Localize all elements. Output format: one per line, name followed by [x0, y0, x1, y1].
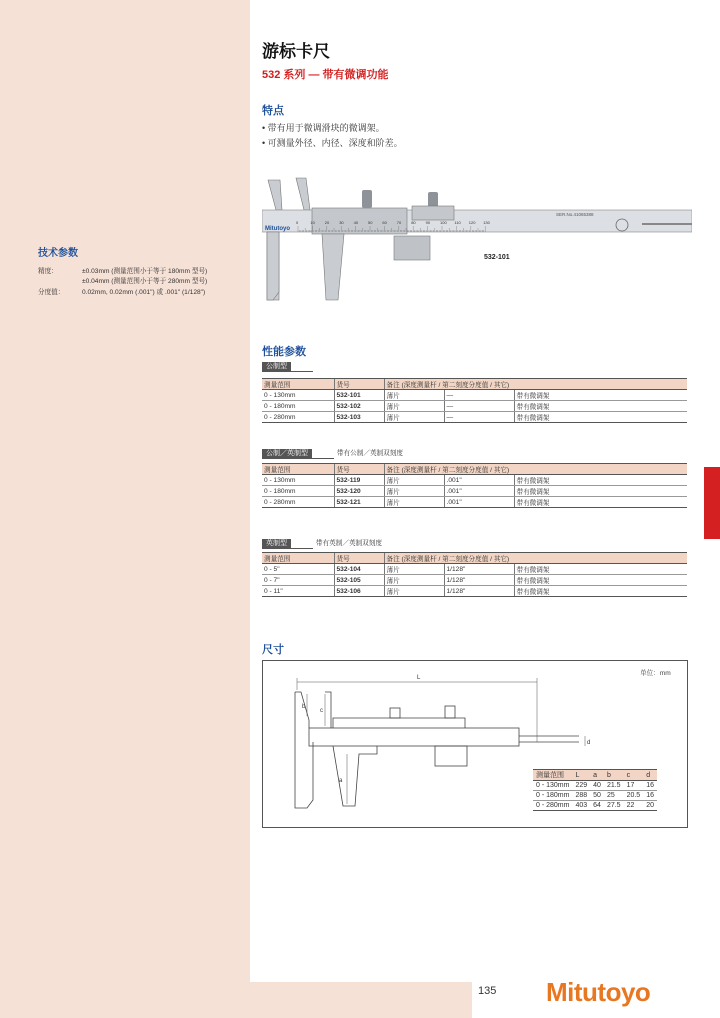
dim-label-a: a: [339, 778, 343, 784]
table-header: d: [643, 770, 657, 781]
table-header: 货号: [334, 464, 384, 475]
table-cell: 0 - 180mm: [262, 401, 334, 412]
table-cell: 薄片: [384, 475, 444, 486]
table-cell: 薄片: [384, 401, 444, 412]
table-header: a: [590, 770, 604, 781]
table-tag-metric: [262, 362, 313, 372]
table-cell: 20: [643, 801, 657, 811]
table-row: [262, 486, 687, 497]
table-tag-note: 带有英制／英制双刻度: [316, 540, 382, 547]
table-cell: 薄片: [384, 497, 444, 508]
spec-row-accuracy-1: [38, 265, 207, 275]
table-cell: 0 - 130mm: [533, 781, 572, 791]
caliper-brand-text: Mitutoyo: [265, 226, 290, 232]
table-cell: 薄片: [384, 575, 444, 586]
spec-value: ±0.04mm (测量范围小于等于 280mm 型号): [82, 278, 208, 285]
model-label: 532-101: [484, 254, 510, 261]
caliper-serial-text: SER.No.41065388: [556, 212, 594, 217]
scale-number: 60: [382, 220, 387, 225]
table-cell: 27.5: [604, 801, 624, 811]
table-row: [262, 401, 687, 412]
dim-label-d: d: [587, 740, 591, 746]
table-cell: 22: [624, 801, 644, 811]
page-subtitle: 532 系列 — 带有微调功能: [262, 69, 389, 81]
scale-number: 20: [324, 220, 330, 225]
tag-divider: [291, 548, 313, 549]
scale-number: 40: [353, 220, 359, 225]
dim-label-b: b: [302, 704, 306, 710]
scale-number: 90: [425, 220, 431, 225]
scale-number: 0: [296, 220, 299, 225]
table-cell: —: [444, 390, 514, 401]
table-cell: 薄片: [384, 412, 444, 423]
table-cell: 0 - 180mm: [533, 791, 572, 801]
table-row: [533, 781, 657, 791]
table-header-row: [262, 379, 687, 390]
table-cell: 532-121: [334, 497, 384, 508]
scale-number: 50: [368, 220, 373, 225]
table-cell: 0 - 11": [262, 586, 334, 597]
table-cell: 532-119: [334, 475, 384, 486]
table-tag-inch: [262, 539, 382, 549]
table-cell: 带有微调架: [514, 475, 687, 486]
spec-key: 分度值：: [38, 289, 65, 296]
table-cell: 带有微调架: [514, 497, 687, 508]
feature-item: • 可测量外径、内径、深度和阶差。: [262, 138, 403, 148]
scale-number: 100: [440, 220, 447, 225]
table-header: 备注 (深度测量杆 / 第二刻度分度值 / 其它): [384, 379, 687, 390]
table-cell: 532-105: [334, 575, 384, 586]
scale-number: 10: [310, 220, 315, 225]
features-title: 特点: [262, 105, 284, 117]
table-row: [262, 475, 687, 486]
table-row: [262, 497, 687, 508]
scale-number: 130: [483, 220, 490, 225]
table-cell: 25: [604, 791, 624, 801]
table-row: [262, 564, 687, 575]
dimensions-title: 尺寸: [262, 644, 284, 656]
table-header: 测量范围: [533, 770, 572, 781]
table-cell: 50: [590, 791, 604, 801]
table-header: L: [572, 770, 590, 781]
table-cell: 403: [572, 801, 590, 811]
spec-table-metric-inch: [262, 463, 687, 508]
scale-number: 30: [339, 220, 344, 225]
table-cell: 17: [624, 781, 644, 791]
scale-number: 70: [396, 220, 402, 225]
dim-label-L: L: [417, 675, 421, 681]
spec-value: 0.02mm, 0.02mm (.001") 或 .001" (1/128"): [82, 289, 206, 296]
table-cell: 0 - 130mm: [262, 475, 334, 486]
table-cell: 1/128": [444, 564, 514, 575]
scale-number: 120: [468, 220, 476, 225]
table-cell: 薄片: [384, 390, 444, 401]
table-cell: 0 - 7": [262, 575, 334, 586]
table-cell: 64: [590, 801, 604, 811]
table-cell: 16: [643, 791, 657, 801]
table-tag-label: 公制／英制型: [262, 449, 312, 459]
tag-divider: [291, 371, 313, 372]
caliper-product-image: [262, 176, 692, 306]
section-index-tab: [704, 467, 720, 539]
table-cell: 20.5: [624, 791, 644, 801]
table-header: 测量范围: [262, 464, 334, 475]
table-cell: 0 - 280mm: [262, 412, 334, 423]
table-cell: 532-102: [334, 401, 384, 412]
table-header-row: [533, 770, 657, 781]
table-cell: 0 - 5": [262, 564, 334, 575]
mitutoyo-logo: Mitutoyo: [546, 977, 651, 1007]
table-cell: .001": [444, 497, 514, 508]
table-cell: 带有微调架: [514, 486, 687, 497]
table-header: 测量范围: [262, 553, 334, 564]
dimension-table: [533, 769, 657, 811]
table-cell: 532-120: [334, 486, 384, 497]
table-cell: 21.5: [604, 781, 624, 791]
table-cell: .001": [444, 486, 514, 497]
spec-key: 精度：: [38, 268, 58, 275]
left-sidebar: [0, 0, 250, 1018]
spec-table-metric: [262, 378, 687, 423]
table-row: [533, 801, 657, 811]
table-cell: 40: [590, 781, 604, 791]
table-header: b: [604, 770, 624, 781]
table-cell: 288: [572, 791, 590, 801]
table-header: 货号: [334, 379, 384, 390]
feature-item: • 带有用于微调滑块的微调架。: [262, 123, 385, 133]
table-cell: 532-106: [334, 586, 384, 597]
table-cell: 1/128": [444, 586, 514, 597]
spec-table-inch: [262, 552, 687, 597]
table-cell: 532-103: [334, 412, 384, 423]
dim-label-c: c: [320, 708, 323, 714]
table-cell: 带有微调架: [514, 564, 687, 575]
table-cell: 1/128": [444, 575, 514, 586]
table-cell: 16: [643, 781, 657, 791]
spec-row-accuracy-2: [38, 275, 207, 285]
table-cell: 带有微调架: [514, 575, 687, 586]
footer-band: [250, 982, 472, 1018]
table-tag-metric-inch: [262, 449, 403, 459]
table-cell: 229: [572, 781, 590, 791]
table-header-row: [262, 464, 687, 475]
table-cell: 0 - 180mm: [262, 486, 334, 497]
table-cell: 带有微调架: [514, 412, 687, 423]
table-tag-label: 英制型: [262, 539, 291, 549]
table-row: [262, 412, 687, 423]
performance-title: 性能参数: [262, 346, 306, 358]
scale-number: 80: [411, 220, 416, 225]
tag-divider: [312, 458, 334, 459]
table-cell: —: [444, 401, 514, 412]
table-cell: 带有微调架: [514, 586, 687, 597]
table-cell: .001": [444, 475, 514, 486]
table-cell: 0 - 280mm: [533, 801, 572, 811]
table-row: [262, 390, 687, 401]
table-header-row: [262, 553, 687, 564]
page-title: 游标卡尺: [262, 42, 330, 61]
table-cell: 带有微调架: [514, 401, 687, 412]
table-row: [262, 575, 687, 586]
table-cell: —: [444, 412, 514, 423]
scale-number: 110: [454, 220, 461, 225]
table-header: 货号: [334, 553, 384, 564]
table-header: 备注 (深度测量杆 / 第二刻度分度值 / 其它): [384, 464, 687, 475]
table-header: 测量范围: [262, 379, 334, 390]
unit-label: 单位：mm: [640, 670, 671, 677]
spec-row-resolution: [38, 286, 205, 296]
tech-specs-title: 技术参数: [38, 248, 78, 259]
table-cell: 0 - 130mm: [262, 390, 334, 401]
table-header: 备注 (深度测量杆 / 第二刻度分度值 / 其它): [384, 553, 687, 564]
table-row: [533, 791, 657, 801]
spec-value: ±0.03mm (测量范围小于等于 180mm 型号): [82, 268, 208, 275]
table-tag-label: 公制型: [262, 362, 291, 372]
table-header: c: [624, 770, 644, 781]
table-cell: 薄片: [384, 486, 444, 497]
table-cell: 带有微调架: [514, 390, 687, 401]
page-number: 135: [478, 985, 497, 997]
table-cell: 薄片: [384, 564, 444, 575]
table-cell: 薄片: [384, 586, 444, 597]
table-tag-note: 带有公制／英制双刻度: [337, 450, 403, 457]
table-cell: 532-104: [334, 564, 384, 575]
table-row: [262, 586, 687, 597]
table-cell: 0 - 280mm: [262, 497, 334, 508]
table-cell: 532-101: [334, 390, 384, 401]
